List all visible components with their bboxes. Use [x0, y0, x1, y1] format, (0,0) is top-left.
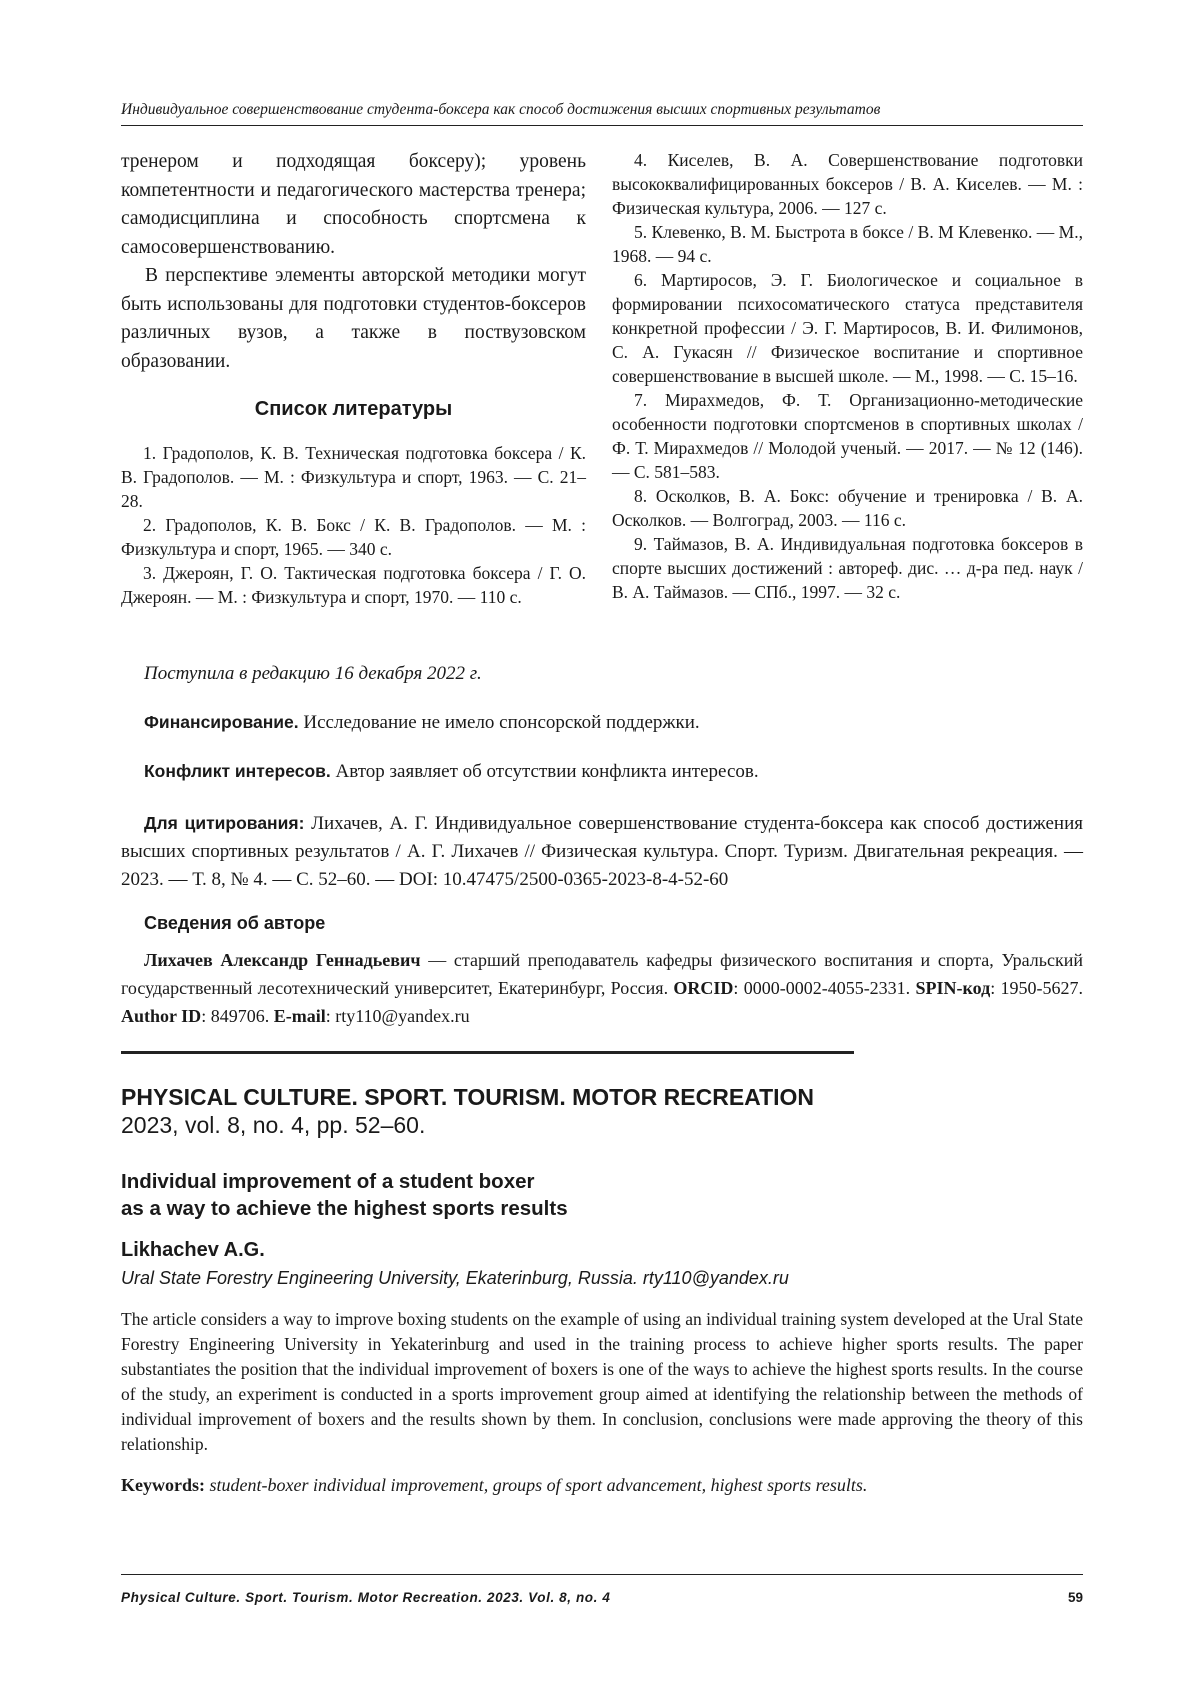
body-text-column: [121, 148, 586, 376]
keywords-value: student-boxer individual improvement, groups of sport advancement, highest sports results.: [209, 1475, 868, 1495]
email-value: : rty110@yandex.ru: [325, 1006, 470, 1026]
reference-item: 4. Киселев, В. А. Совершенствование подготовки высококвалифицированных боксеров / В. А. Киселев. — М. : Физическая культура, 2006. — 127 с.: [612, 150, 1083, 218]
abstract-en: The article considers a way to improve boxing students on the example of using an individual training system developed at the Ural State Forestry Engineering University in Yekaterinburg and used in the training process to achieve higher sports results. The paper substantiates the position that the individual improvement of boxers is one of the ways to achieve the highest sports results. In the course of the study, an experiment is conducted in a sports improvement group aimed at identifying the relationship between the methods of individual improvement of boxers and the results shown by them. In conclusion, conclusions were made approving the theory of this relationship.: [121, 1309, 1083, 1454]
reference-item: 2. Градополов, К. В. Бокс / К. В. Градополов. — М. : Физкультура и спорт, 1965. — 340 с.: [121, 515, 586, 559]
affiliation-en: Ural State Forestry Engineering University, Ekaterinburg, Russia. rty110@yandex.ru: [121, 1268, 789, 1288]
orcid-value: : 0000-0002-4055-2331.: [733, 978, 916, 998]
funding-text: Исследование не имело спонсорской поддержки.: [303, 712, 700, 733]
reference-item: 5. Клевенко, В. М. Быстрота в боксе / В. М Клевенко. — М., 1968. — 94 с.: [612, 222, 1083, 266]
references-list-right: [612, 148, 1083, 604]
keywords-label: Keywords:: [121, 1475, 205, 1495]
reference-item: 3. Джероян, Г. О. Тактическая подготовка боксера / Г. О. Джероян. — М. : Физкультура и спорт, 1970. — 110 с.: [121, 563, 586, 607]
author-description: — старший преподаватель кафедры физического воспитания и спорта, Уральский государственный лесотехнический университет, Екатеринбург, Россия.: [121, 950, 1083, 998]
citation-label: Для цитирования:: [144, 813, 305, 833]
author-section-heading: Сведения об авторе: [144, 913, 326, 933]
funding-statement: [144, 712, 700, 734]
page-number: 59: [1067, 1590, 1083, 1605]
journal-rule: [121, 1051, 854, 1054]
issue-info-en: 2023, vol. 8, no. 4, pp. 52–60.: [121, 1112, 426, 1138]
references-title: Список литературы: [254, 398, 453, 420]
header-rule: [121, 125, 1083, 126]
reference-item: 9. Таймазов, В. А. Индивидуальная подготовка боксеров в спорте высших достижений : автореф. дис. … д-ра пед. наук / В. А. Таймазов. — СПб., 1997. — 32 с.: [612, 534, 1083, 602]
running-header: Индивидуальное совершенствование студента-боксера как способ достижения высших спортивных результатов: [121, 101, 881, 118]
reference-item: 8. Осколков, В. А. Бокс: обучение и тренировка / В. А. Осколков. — Волгоград, 2003. — 116 с.: [612, 486, 1083, 530]
journal-title-en: PHYSICAL CULTURE. SPORT. TOURISM. MOTOR RECREATION: [121, 1084, 815, 1110]
references-list-left: [121, 441, 586, 609]
body-paragraph: тренером и подходящая боксеру); уровень компетентности и педагогического мастерства тренера; самодисциплина и способность спортсмена к самосовершенствованию.: [121, 151, 586, 258]
spin-label: SPIN-код: [915, 978, 991, 998]
authorid-label: Author ID: [121, 1006, 202, 1026]
author-en: Likhachev A.G.: [121, 1239, 265, 1261]
author-name: Лихачев Александр Геннадьевич: [144, 950, 421, 970]
conflict-label: Конфликт интересов.: [144, 761, 331, 781]
body-paragraph: В перспективе элементы авторской методики могут быть использованы для подготовки студентов-боксеров различных вузов, а также в поствузовском образовании.: [121, 265, 586, 372]
conflict-statement: [144, 761, 759, 783]
title-line: as a way to achieve the highest sports results: [121, 1197, 568, 1220]
article-title-en: [121, 1168, 568, 1222]
email-label: E-mail: [273, 1006, 326, 1026]
footer-journal: Physical Culture. Sport. Tourism. Motor Recreation. 2023. Vol. 8, no. 4: [121, 1590, 611, 1605]
reference-item: 1. Градополов, К. В. Техническая подготовка боксера / К. В. Градополов. — М. : Физкультура и спорт, 1963. — С. 21–28.: [121, 443, 586, 511]
citation-text: Лихачев, А. Г. Индивидуальное совершенствование студента-боксера как способ достижения высших спортивных результатов / А. Г. Лихачев // Физическая культура. Спорт. Туризм. Двигательная рекреация. — 2023. — Т. 8, № 4. — С. 52–60. — DOI: 10.47475/2500-0365-2023-8-4-52-60: [121, 813, 1084, 890]
title-line: Individual improvement of a student boxer: [121, 1170, 535, 1193]
reference-item: 6. Мартиросов, Э. Г. Биологическое и социальное в формировании психосоматического статуса представителя конкретной профессии / Э. Г. Мартиросов, В. И. Филимонов, С. А. Гукасян // Физическое воспитание и спортивное совершенствование в высшей школе. — М., 1998. — С. 15–16.: [612, 270, 1083, 386]
reference-item: 7. Мирахмедов, Ф. Т. Организационно-методические особенности подготовки спортсменов в спортивных школах / Ф. Т. Мирахмедов // Молодой ученый. — 2017. — № 12 (146). — С. 581–583.: [612, 390, 1083, 482]
author-info: [121, 946, 1083, 1030]
authorid-value: : 849706.: [201, 1006, 274, 1026]
received-date: Поступила в редакцию 16 декабря 2022 г.: [144, 663, 482, 684]
spin-value: : 1950-5627.: [990, 978, 1084, 998]
footer-rule: [121, 1574, 1083, 1575]
citation-block: [121, 809, 1083, 894]
orcid-label: ORCID: [673, 978, 734, 998]
conflict-text: Автор заявляет об отсутствии конфликта интересов.: [335, 761, 759, 782]
funding-label: Финансирование.: [144, 712, 299, 732]
keywords: [121, 1475, 1083, 1496]
